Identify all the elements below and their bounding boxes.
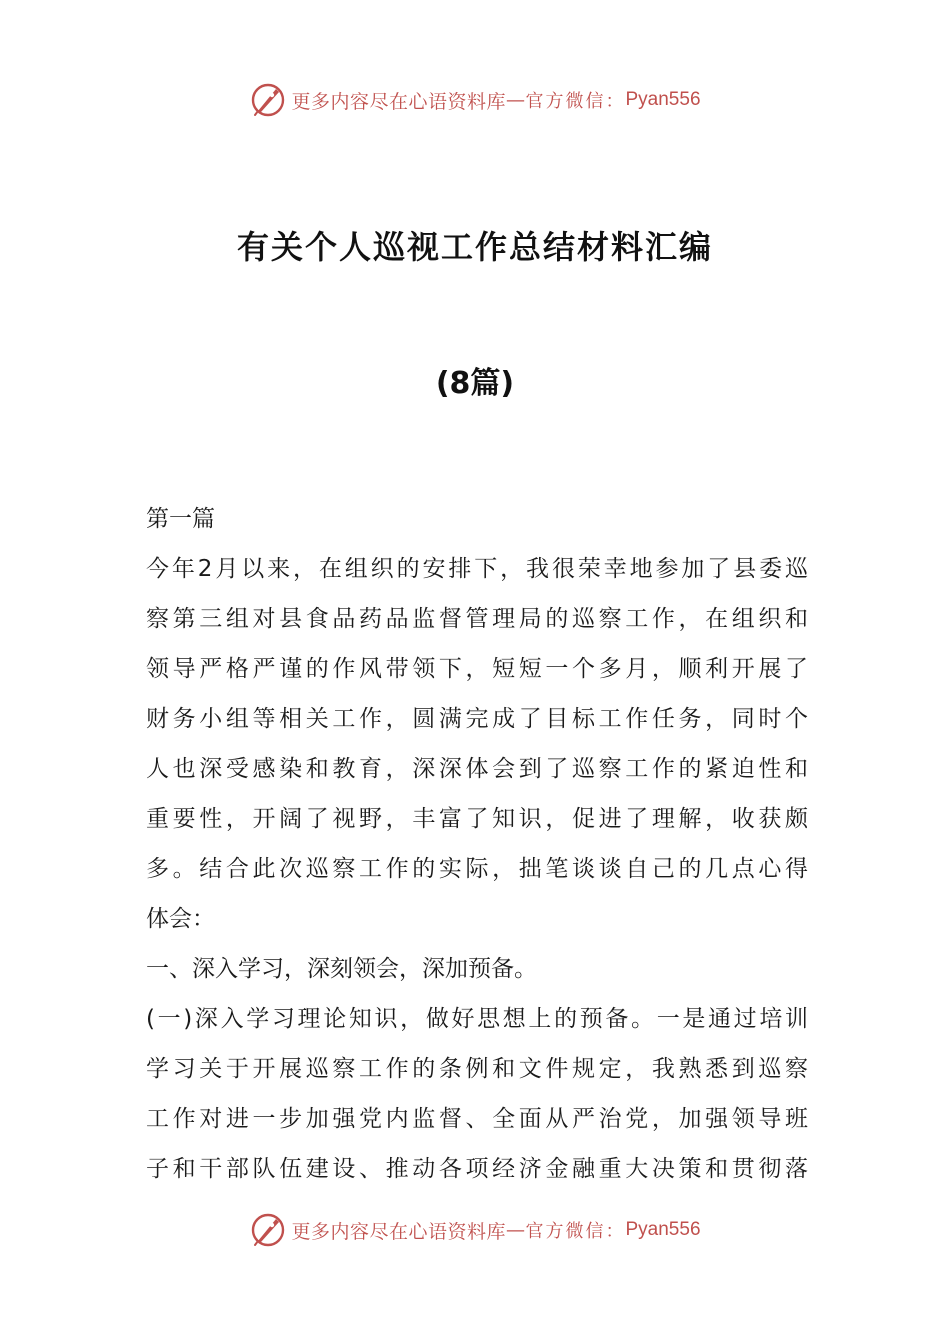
body-line: 今年2月以来，在组织的安排下，我很荣幸地参加了县委巡	[146, 556, 808, 582]
document-title: 有关个人巡视工作总结材料汇编	[236, 228, 713, 266]
watermark-header	[0, 78, 950, 122]
body-line: 体会：	[146, 906, 215, 932]
watermark-separator: —	[506, 89, 526, 111]
watermark-wechat-id: Pyan556	[625, 89, 701, 110]
body-line: 多。结合此次巡察工作的实际，拙笔谈谈自己的几点心得	[146, 856, 808, 882]
body-line: 领导严格严谨的作风带领下，短短一个多月，顺利开展了	[146, 656, 808, 682]
body-line: 财务小组等相关工作，圆满完成了目标工作任务，同时个	[146, 706, 808, 732]
body-line: 子和干部队伍建设、推动各项经济金融重大决策和贯彻落	[146, 1156, 808, 1182]
quill-pen-logo-icon	[249, 1211, 287, 1249]
document-body	[146, 500, 808, 1200]
watermark-separator: —	[506, 1219, 526, 1241]
body-line: 察第三组对县食品药品监督管理局的巡察工作，在组织和	[146, 606, 808, 632]
body-line: 人也深受感染和教育，深深体会到了巡察工作的紧迫性和	[146, 756, 808, 782]
watermark-official-label: 官方微信：	[525, 91, 626, 112]
body-line: 重要性，开阔了视野，丰富了知识，促进了理解，收获颇	[146, 806, 808, 832]
watermark-wechat-id: Pyan556	[625, 1219, 701, 1240]
watermark-official-label: 官方微信：	[525, 1221, 626, 1242]
watermark-footer	[0, 1208, 950, 1252]
watermark-site-text: 更多内容尽在心语资料库	[291, 90, 506, 113]
quill-pen-logo-icon	[249, 81, 287, 119]
body-line: (一)深入学习理论知识，做好思想上的预备。一是通过培训	[146, 1006, 808, 1032]
subsection-heading: 一、深入学习，深刻领会，深加预备。	[146, 956, 537, 982]
body-line: 工作对进一步加强党内监督、全面从严治党，加强领导班	[146, 1106, 808, 1132]
body-line: 学习关于开展巡察工作的条例和文件规定，我熟悉到巡察	[146, 1056, 808, 1082]
document-subtitle: (8篇)	[435, 366, 515, 401]
watermark-site-text: 更多内容尽在心语资料库	[291, 1220, 506, 1243]
section-heading: 第一篇	[146, 506, 215, 532]
